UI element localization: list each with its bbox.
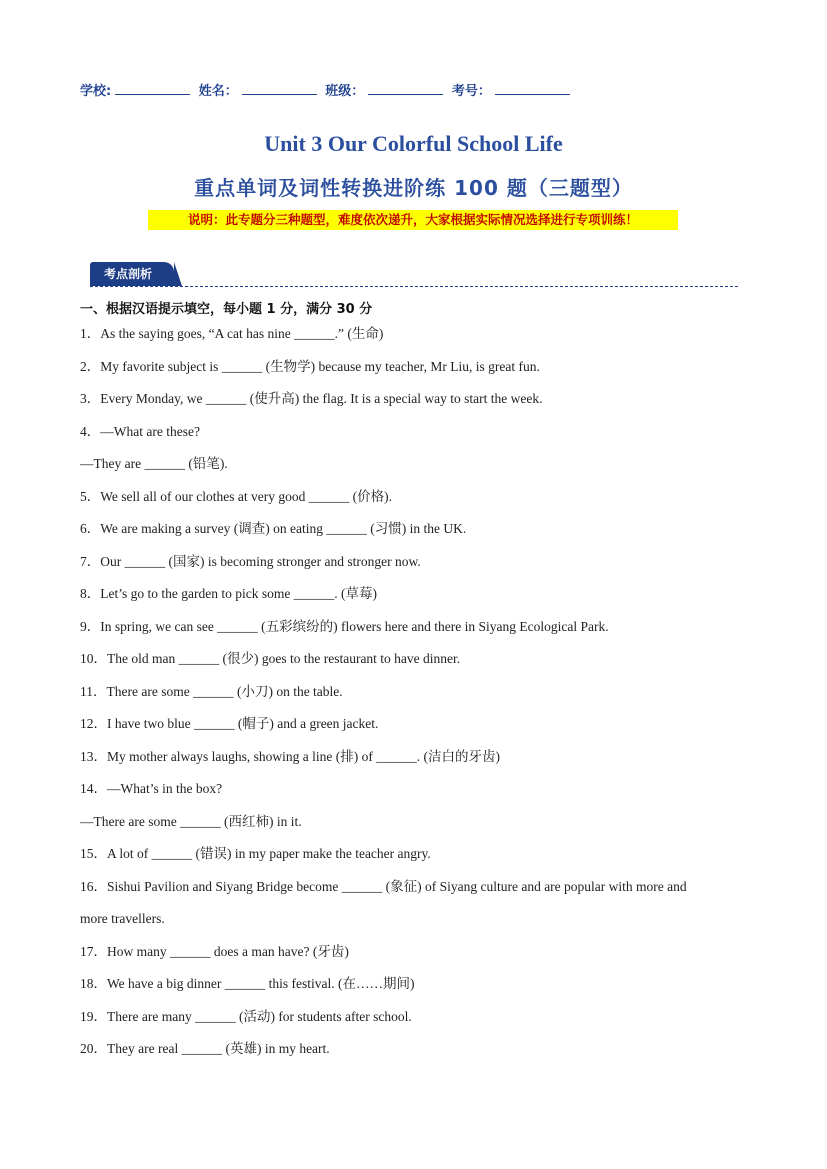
question-item <box>80 942 748 962</box>
question-text: 3．Every Monday, we ______ (使升高) the flag. It is a special way to start the week. <box>80 391 543 406</box>
question-text-continued: —They are ______ (铅笔). <box>80 456 228 471</box>
question-text: 7．Our ______ (国家) is becoming stronger and stronger now. <box>80 553 421 569</box>
question-text: 11．There are some ______ (小刀) on the table. <box>80 683 343 699</box>
question-list <box>80 324 748 1072</box>
question-text: 10．The old man ______ (很少) goes to the restaurant to have dinner. <box>80 651 461 666</box>
question-item <box>80 844 748 864</box>
question-text: 17．How many ______ does a man have? (牙齿) <box>80 943 349 959</box>
question-item <box>80 487 748 507</box>
question-text: 5．We sell all of our clothes at very good ______ (价格). <box>80 488 392 504</box>
question-item <box>80 779 748 832</box>
name-blank[interactable] <box>242 82 317 95</box>
question-item <box>80 584 748 604</box>
part-heading: 一、根据汉语提示填空，每小题 1 分，满分 30 分 <box>80 302 373 317</box>
question-item <box>80 974 748 994</box>
question-text: 20．They are real ______ (英雄) in my heart. <box>80 1041 330 1056</box>
question-text: 13．My mother always laughs, showing a line (排) of ______. (洁白的牙齿) <box>80 748 500 764</box>
question-text: 16．Sishui Pavilion and Siyang Bridge become ______ (象征) of Siyang culture and are popular with more and <box>80 878 687 894</box>
name-label: 姓名： <box>198 84 238 99</box>
school-blank[interactable] <box>115 82 190 95</box>
question-item <box>80 1039 748 1059</box>
chinese-title: 重点单词及词性转换进阶练 100 题（三题型） <box>194 176 633 200</box>
question-text: 2．My favorite subject is ______ (生物学) because my teacher, Mr Liu, is great fun. <box>80 358 540 374</box>
question-text: 4．—What are these? <box>80 423 200 439</box>
section-tag: 考点剖析 <box>90 262 174 286</box>
question-item <box>80 877 748 930</box>
question-text: 12．I have two blue ______ (帽子) and a green jacket. <box>80 716 379 731</box>
section-divider <box>90 286 738 287</box>
question-text: 9．In spring, we can see ______ (五彩缤纷的) flowers here and there in Siyang Ecological Park. <box>80 618 609 634</box>
class-blank[interactable] <box>368 82 443 95</box>
question-text: 19．There are many ______ (活动) for students after school. <box>80 1008 412 1024</box>
question-text: 14．—What’s in the box? <box>80 781 223 796</box>
question-text-continued: —There are some ______ (西红柿) in it. <box>80 813 302 829</box>
question-text: 18．We have a big dinner ______ this festival. (在……期间) <box>80 976 415 991</box>
question-item <box>80 682 748 702</box>
question-item <box>80 357 748 377</box>
question-item <box>80 519 748 539</box>
class-label: 班级： <box>325 84 365 99</box>
question-item <box>80 747 748 767</box>
question-text: 6．We are making a survey (调查) on eating ______ (习惯) in the UK. <box>80 521 467 536</box>
exam-number-blank[interactable] <box>495 82 570 95</box>
instruction-note: 说明：此专题分三种题型，难度依次递升，大家根据实际情况选择进行专项训练！ <box>148 210 678 230</box>
question-text: 15．A lot of ______ (错误) in my paper make the teacher angry. <box>80 846 431 861</box>
question-item <box>80 617 748 637</box>
school-label: 学校: <box>80 84 112 99</box>
question-item <box>80 714 748 734</box>
question-item <box>80 389 748 409</box>
question-item <box>80 324 748 344</box>
question-text: 8．Let’s go to the garden to pick some ______. (草莓) <box>80 586 377 601</box>
question-text: 1．As the saying goes, “A cat has nine ______.” (生命) <box>80 326 384 341</box>
question-item <box>80 552 748 572</box>
question-item <box>80 649 748 669</box>
exam-number-label: 考号： <box>451 84 491 99</box>
english-title: Unit 3 Our Colorful School Life <box>264 131 563 156</box>
student-info-line <box>80 80 574 99</box>
question-text-continued: more travellers. <box>80 911 165 926</box>
question-item <box>80 1007 748 1027</box>
question-item <box>80 422 748 475</box>
